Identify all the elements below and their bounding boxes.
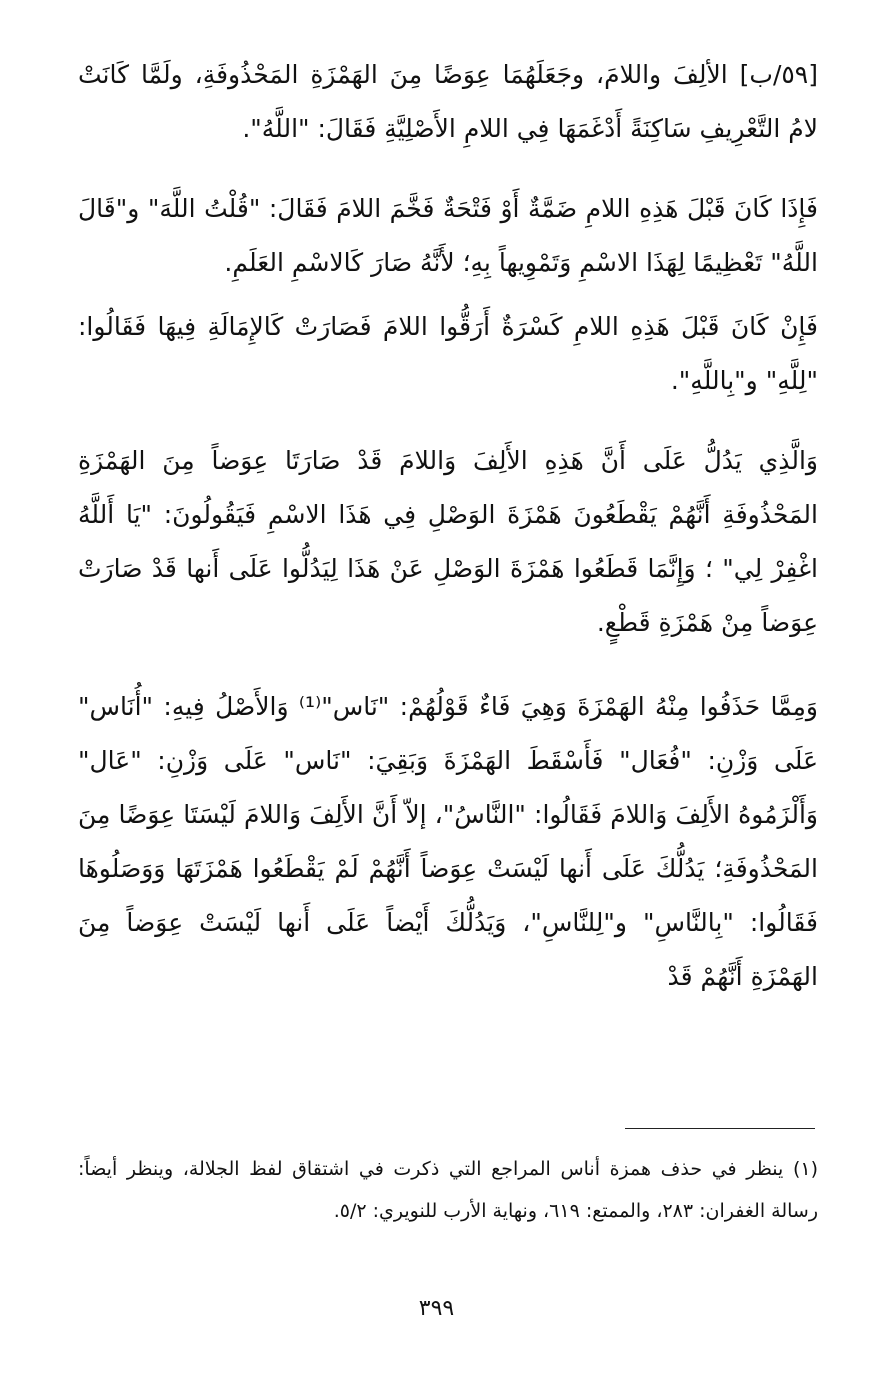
paragraph-1: [٥٩/ب] الألِفَ واللامَ، وجَعَلَهُمَا عِوَضًا مِنَ الهَمْزَةِ المَحْذُوفَةِ، ولَمَّا كَانَتْ لامُ التَّعْرِيفِ سَاكِنَةً أَدْغَمَهَا فِي اللامِ الأَصْلِيَّةِ فَقَالَ: "اللَّهُ". <box>78 60 818 143</box>
paragraph-4: وَالَّذِي يَدُلُّ عَلَى أَنَّ هَذِهِ الأَلِفَ وَاللامَ قَدْ صَارَتَا عِوَضاً مِنَ الهَمْزَةِ المَحْذُوفَةِ أَنَّهُمْ يَقْطَعُونَ هَمْزَةَ الوَصْلِ فِي هَذَا الاسْمِ فَيَقُولُونَ: "يَا أَللَّهُ اغْفِرْ لِي" ؛ وَإِنَّمَا قَطَعُوا هَمْزَةَ الوَصْلِ عَنْ هَذَا لِيَدُلُّوا عَلَى أَنها قَدْ صَارَتْ عِوَضاً مِنْ هَمْزَةِ قَطْعٍ. <box>78 446 818 637</box>
footnote: (١) ينظر في حذف همزة أناس المراجع التي ذكرت في اشتقاق لفظ الجلالة، وينظر أيضاً: رسالة الغفران: ٢٨٣، والممتع: ٦١٩، ونهاية الأرب للنويري: ٥/٢. <box>78 1158 818 1222</box>
paragraph-2: فَإِذَا كَانَ قَبْلَ هَذِهِ اللامِ ضَمَّةٌ أَوْ فَتْحَةٌ فَخَّمَ اللامَ فَقَالَ: "قُلْتُ اللَّهَ" و"قَالَ اللَّهُ" تَعْظِيمًا لِهَذَا الاسْمِ وَتَمْوِيهاً بِهِ؛ لأَنَّهُ صَارَ كَالاسْمِ العَلَمِ. <box>78 194 818 277</box>
paragraph-3: فَإِنْ كَانَ قَبْلَ هَذِهِ اللامِ كَسْرَةٌ أَرَقُّوا اللامَ فَصَارَتْ كَالإِمَالَةِ فِيهَا فَقَالُوا: "لِلَّهِ" و"بِاللَّهِ". <box>78 312 818 395</box>
paragraph-5: وَمِمَّا حَذَفُوا مِنْهُ الهَمْزَةَ وَهِيَ فَاءٌ قَوْلُهُمْ: "نَاس"⁽¹⁾ وَالأَصْلُ فِيهِ: "أُنَاس" عَلَى وَزْنِ: "فُعَال" فَأَسْقَطَ الهَمْزَةَ وَبَقِيَ: "نَاس" عَلَى وَزْنِ: "عَال" وَأَلْزَمُوهُ الأَلِفَ وَاللامَ فَقَالُوا: "النَّاسُ"، إلاّ أَنَّ الأَلِفَ وَاللامَ لَيْسَتَا عِوَضًا مِنَ المَحْذُوفَةِ؛ يَدُلُّكَ عَلَى أَنها لَيْسَتْ عِوَضاً أَنَّهُمْ لَمْ يَقْطَعُوا هَمْزَتَهَا وَوَصَلُوهَا فَقَالُوا: "بِالنَّاسِ" و"لِلنَّاسِ"، وَيَدُلُّكَ أَيْضاً عَلَى أَنها لَيْسَتْ عِوَضاً مِنَ الهَمْزَةِ أَنَّهُمْ قَدْ <box>78 692 818 991</box>
footnote-divider <box>625 1128 815 1129</box>
main-text <box>78 48 818 1004</box>
page-number: ٣٩٩ <box>418 1296 455 1321</box>
